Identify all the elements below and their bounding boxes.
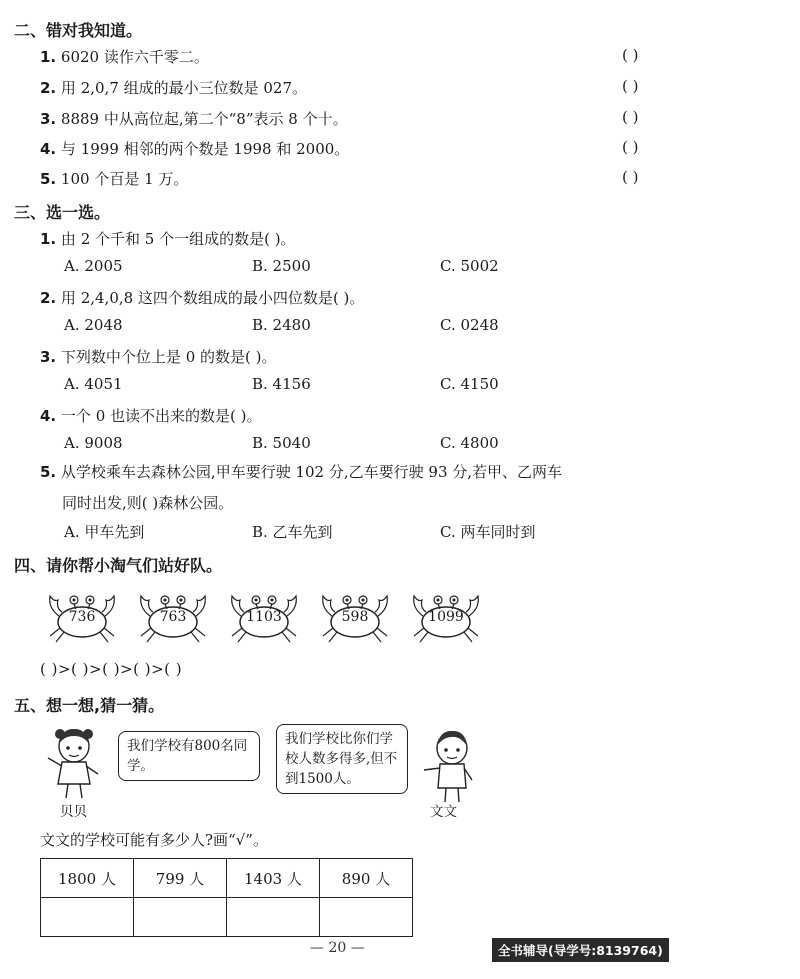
item-number: 1.	[40, 48, 57, 66]
order-answer-line: ( )>( )>( )>( )>( )	[40, 660, 183, 678]
judgement-item	[40, 77, 307, 98]
item-text: 8889 中从高位起,第二个“8”表示 8 个十。	[60, 110, 348, 128]
crab-card	[226, 588, 302, 646]
question-number: 1.	[40, 230, 57, 248]
option-a[interactable]: A. 9008	[64, 434, 123, 452]
question-5-line-2: 同时出发,则( )森林公园。	[62, 494, 234, 512]
table-header-cell: 890 人	[320, 859, 413, 898]
item-text: 用 2,0,7 组成的最小三位数是 027。	[60, 79, 308, 97]
question-number: 2.	[40, 289, 57, 307]
crab-card	[408, 588, 484, 646]
choice-question	[40, 346, 276, 367]
question-text: 下列数中个位上是 0 的数是( )。	[60, 348, 277, 366]
option-c[interactable]: C. 4150	[440, 375, 499, 393]
answer-cell[interactable]	[227, 898, 320, 937]
answer-parentheses[interactable]: ( )	[622, 46, 639, 64]
judgement-item	[40, 168, 188, 189]
name-wenwen: 文文	[430, 804, 457, 820]
choice-question	[40, 287, 364, 308]
item-number: 2.	[40, 79, 57, 97]
question-text: 从学校乘车去森林公园,甲车要行驶 102 分,乙车要行驶 93 分,若甲、乙两车	[60, 463, 563, 481]
girl-illustration	[34, 724, 114, 804]
table-header-cell: 1403 人	[227, 859, 320, 898]
crab-number: 1103	[246, 609, 282, 625]
question-number: 4.	[40, 407, 57, 425]
name-beibei: 贝贝	[60, 804, 87, 820]
item-number: 4.	[40, 140, 57, 158]
crab-card	[317, 588, 393, 646]
answer-cell[interactable]	[134, 898, 227, 937]
boy-illustration	[410, 726, 490, 806]
option-a[interactable]: A. 2005	[64, 257, 123, 275]
crab-number: 736	[68, 609, 96, 625]
option-a[interactable]: A. 2048	[64, 316, 123, 334]
choice-question	[40, 228, 296, 249]
answer-parentheses[interactable]: ( )	[622, 168, 639, 186]
question-text: 文文的学校可能有多少人?画“√”。	[40, 831, 268, 849]
answer-parentheses[interactable]: ( )	[622, 138, 639, 156]
option-c[interactable]: C. 4800	[440, 434, 499, 452]
crab-number: 1099	[428, 609, 464, 625]
question-text: 由 2 个千和 5 个一组成的数是( )。	[60, 230, 296, 248]
option-b: B. 乙车先到	[252, 523, 333, 541]
option-b[interactable]: B. 2500	[252, 257, 311, 275]
item-text: 6020 读作六千零二。	[60, 48, 209, 66]
footer-badge: 全书辅导(导学号:8139764)	[492, 938, 669, 962]
choice-question	[40, 405, 261, 426]
judgement-item	[40, 108, 348, 129]
question-number: 3.	[40, 348, 57, 366]
section-2-title: 二、错对我知道。	[14, 21, 143, 40]
judgement-item	[40, 138, 349, 159]
table-header-cell: 799 人	[134, 859, 227, 898]
table-answer-row	[41, 898, 413, 937]
answer-parentheses[interactable]: ( )	[622, 108, 639, 126]
speech-bubble-right: 我们学校比你们学校人数多得多,但不到1500人。	[276, 724, 408, 794]
question-5	[40, 461, 562, 482]
option-c[interactable]: C. 5002	[440, 257, 499, 275]
question-number: 5.	[40, 463, 57, 481]
section-4-title: 四、请你帮小淘气们站好队。	[14, 556, 223, 575]
speech-bubble-left: 我们学校有800名同学。	[118, 731, 260, 781]
crab-number: 598	[341, 609, 369, 625]
option-c[interactable]: C. 0248	[440, 316, 499, 334]
answer-table	[40, 858, 413, 937]
answer-cell[interactable]	[320, 898, 413, 937]
question-text: 用 2,4,0,8 这四个数组成的最小四位数是( )。	[60, 289, 365, 307]
item-number: 3.	[40, 110, 57, 128]
section-5-title: 五、想一想,猜一猜。	[14, 696, 165, 715]
option-a: A. 甲车先到	[64, 523, 145, 541]
crab-card	[44, 588, 120, 646]
question-text: 一个 0 也读不出来的数是( )。	[60, 407, 262, 425]
answer-parentheses[interactable]: ( )	[622, 77, 639, 95]
table-header-row	[41, 859, 413, 898]
crab-number: 763	[159, 609, 187, 625]
answer-cell[interactable]	[41, 898, 134, 937]
option-b[interactable]: B. 4156	[252, 375, 311, 393]
crab-card	[135, 588, 211, 646]
item-number: 5.	[40, 170, 57, 188]
option-c: C. 两车同时到	[440, 523, 536, 541]
item-text: 100 个百是 1 万。	[60, 170, 189, 188]
option-b[interactable]: B. 5040	[252, 434, 311, 452]
table-header-cell: 1800 人	[41, 859, 134, 898]
judgement-item	[40, 46, 209, 67]
option-b[interactable]: B. 2480	[252, 316, 311, 334]
option-a[interactable]: A. 4051	[64, 375, 123, 393]
page-number: — 20 —	[310, 940, 365, 956]
section-3-title: 三、选一选。	[14, 203, 111, 222]
item-text: 与 1999 相邻的两个数是 1998 和 2000。	[60, 140, 350, 158]
